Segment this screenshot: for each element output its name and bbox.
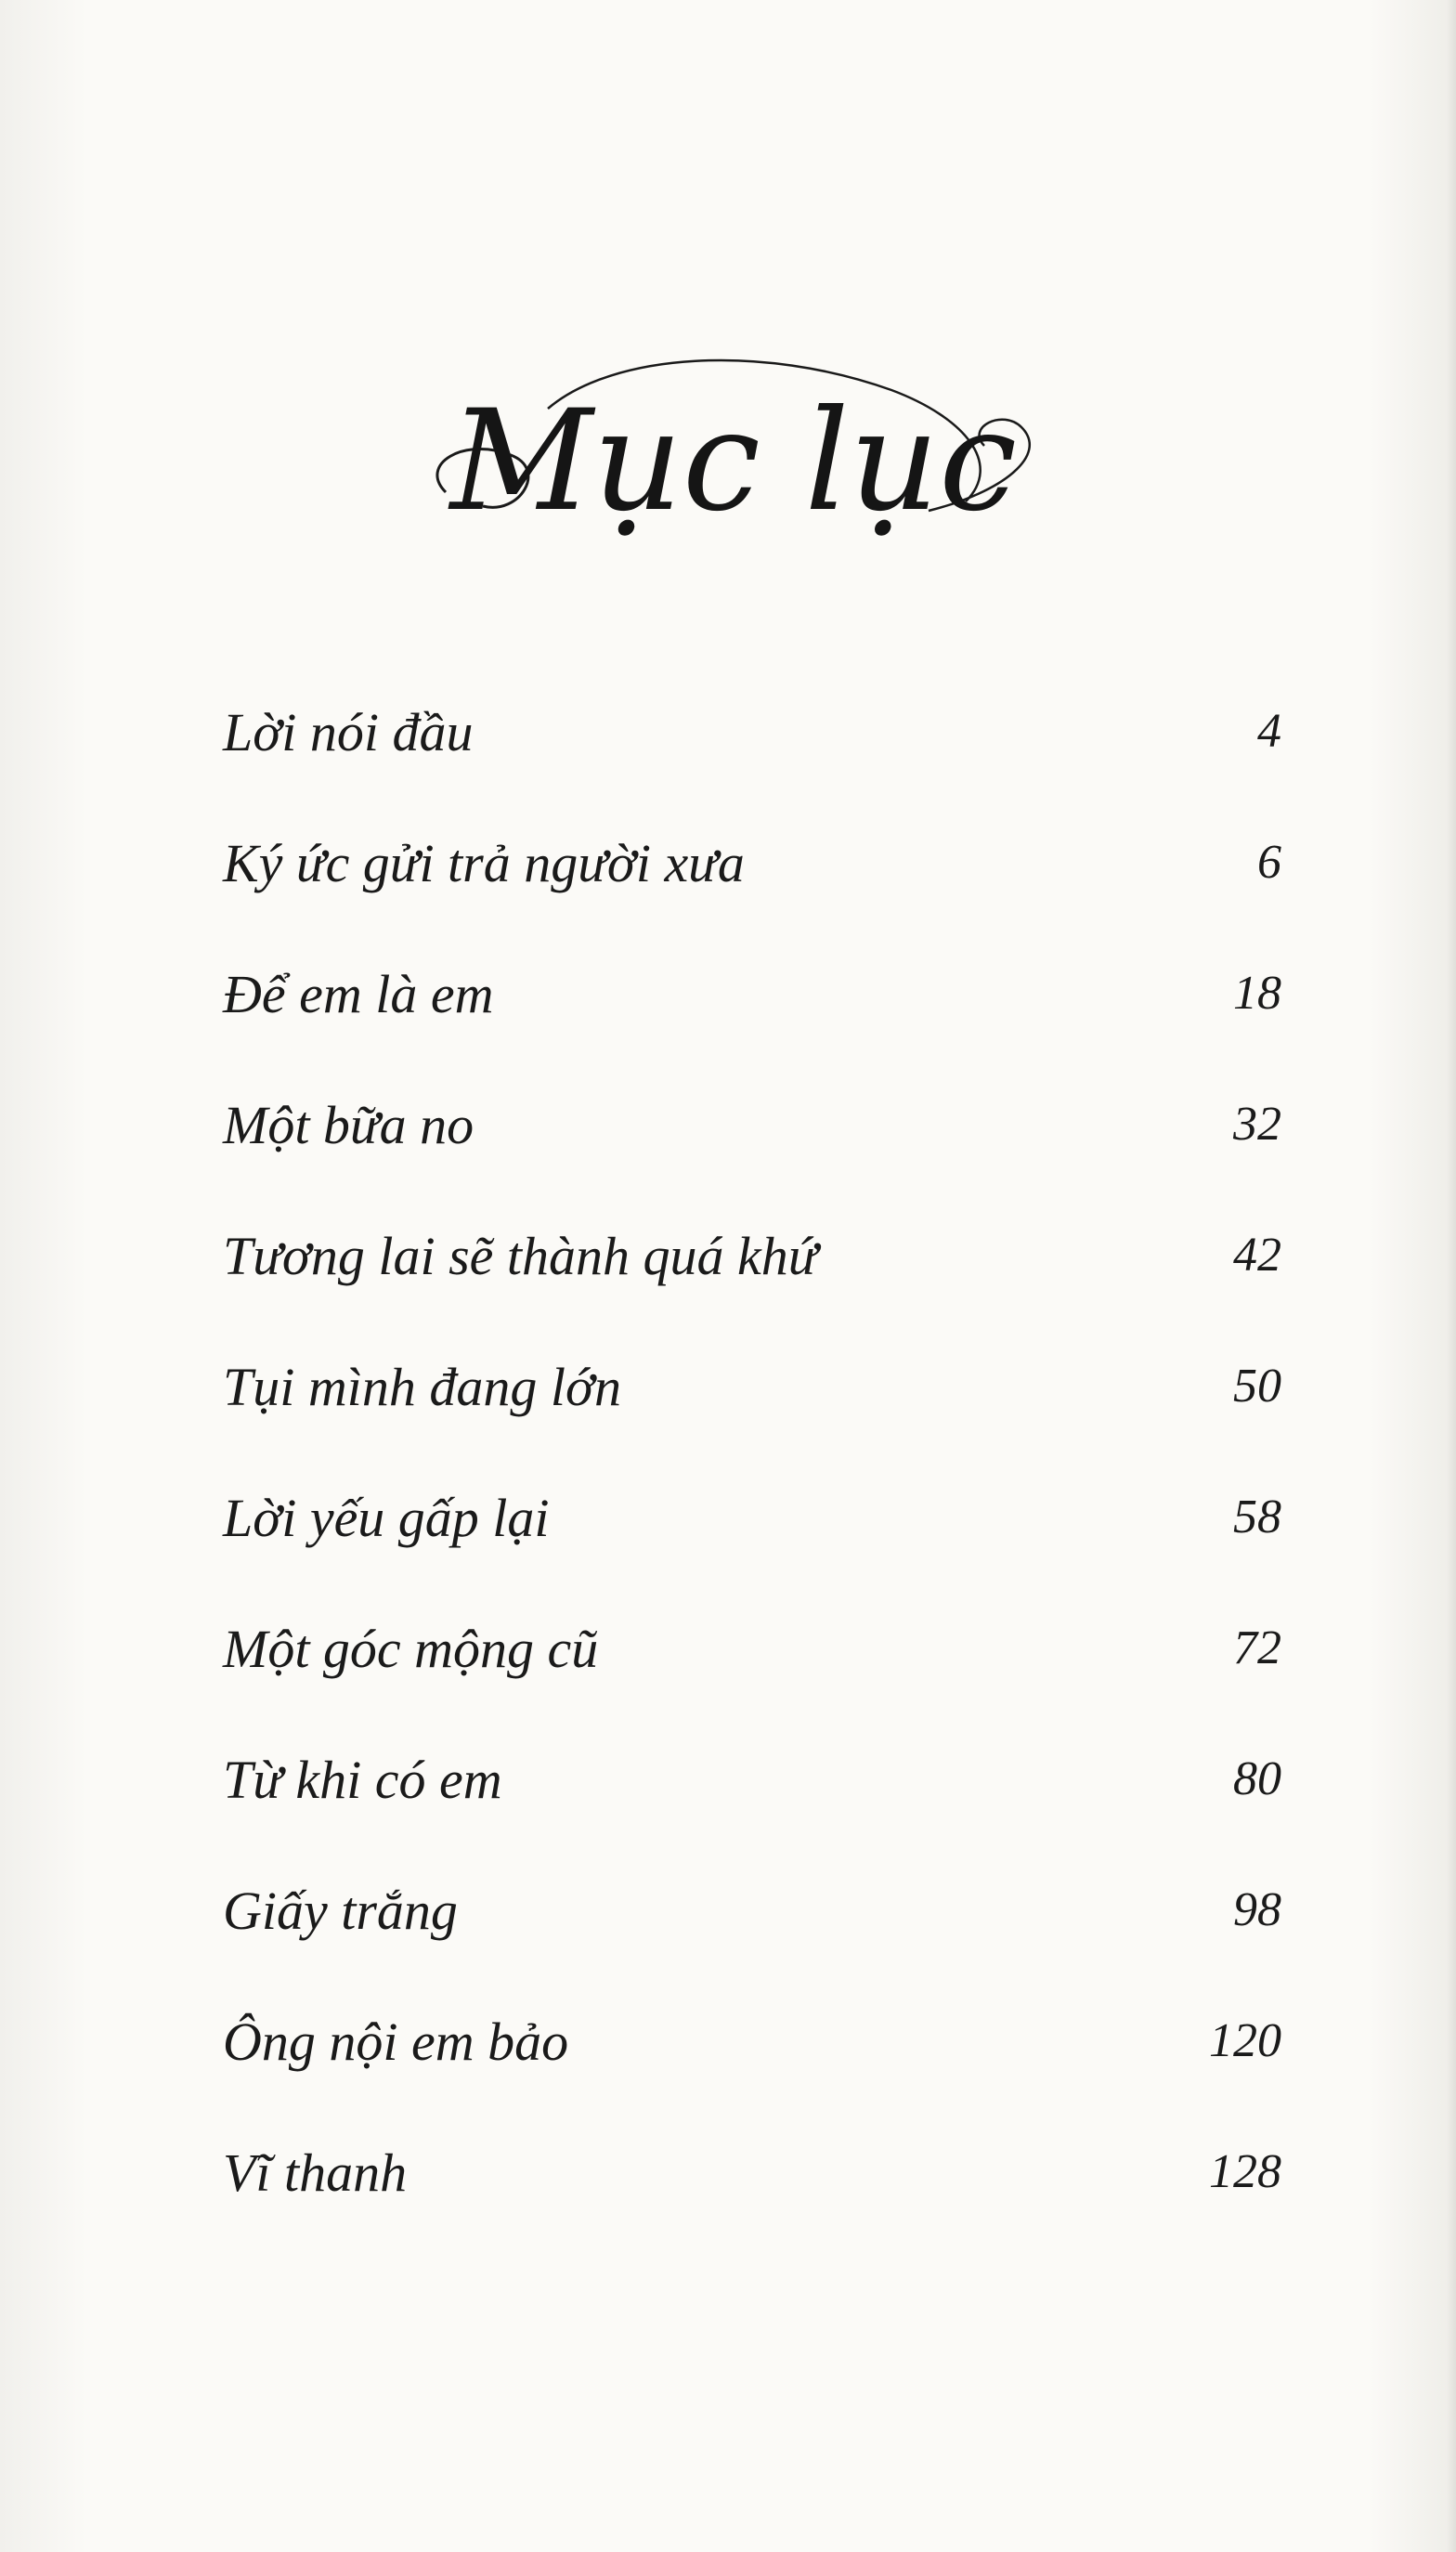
toc-entry[interactable] — [223, 800, 1281, 931]
toc-entry[interactable] — [223, 1454, 1281, 1585]
entry-page-number: 50 — [1233, 1360, 1281, 1413]
table-of-contents — [223, 669, 1281, 2240]
toc-heading — [409, 353, 1059, 566]
entry-page-number: 58 — [1233, 1491, 1281, 1543]
toc-entry[interactable] — [223, 1978, 1281, 2109]
entry-title: Tương lai sẽ thành quá khứ — [223, 1226, 818, 1286]
entry-page-number: 120 — [1209, 2014, 1281, 2067]
toc-entry[interactable] — [223, 1847, 1281, 1978]
entry-page-number: 80 — [1233, 1752, 1281, 1805]
entry-page-number: 4 — [1257, 705, 1281, 758]
toc-heading-text: Mục lục — [449, 381, 1018, 542]
toc-entry[interactable] — [223, 1716, 1281, 1847]
entry-title: Ông nội em bảo — [223, 2012, 569, 2072]
entry-page-number: 6 — [1257, 836, 1281, 889]
entry-title: Lời nói đầu — [223, 702, 474, 762]
entry-title: Lời yếu gấp lại — [223, 1488, 550, 1548]
entry-page-number: 98 — [1233, 1883, 1281, 1936]
entry-page-number: 42 — [1233, 1229, 1281, 1282]
toc-entry[interactable] — [223, 931, 1281, 1061]
entry-title: Vĩ thanh — [223, 2142, 408, 2203]
heading-calligraphy — [409, 353, 1059, 566]
entry-page-number: 128 — [1209, 2145, 1281, 2198]
entry-title: Để em là em — [223, 964, 494, 1024]
entry-title: Từ khi có em — [223, 1750, 502, 1810]
entry-page-number: 32 — [1233, 1098, 1281, 1151]
toc-entry[interactable] — [223, 1323, 1281, 1454]
entry-title: Một bữa no — [223, 1095, 474, 1155]
entry-page-number: 72 — [1233, 1621, 1281, 1674]
entry-page-number: 18 — [1233, 967, 1281, 1020]
toc-entry[interactable] — [223, 1061, 1281, 1192]
toc-entry[interactable] — [223, 669, 1281, 800]
toc-entry[interactable] — [223, 1192, 1281, 1323]
entry-title: Một góc mộng cũ — [223, 1619, 599, 1679]
toc-entry[interactable] — [223, 2109, 1281, 2240]
toc-entry[interactable] — [223, 1585, 1281, 1716]
entry-title: Giấy trắng — [223, 1881, 458, 1941]
entry-title: Tụi mình đang lớn — [223, 1357, 621, 1417]
page-edge-shadow — [1447, 0, 1456, 2552]
entry-title: Ký ức gửi trả người xưa — [223, 833, 745, 893]
